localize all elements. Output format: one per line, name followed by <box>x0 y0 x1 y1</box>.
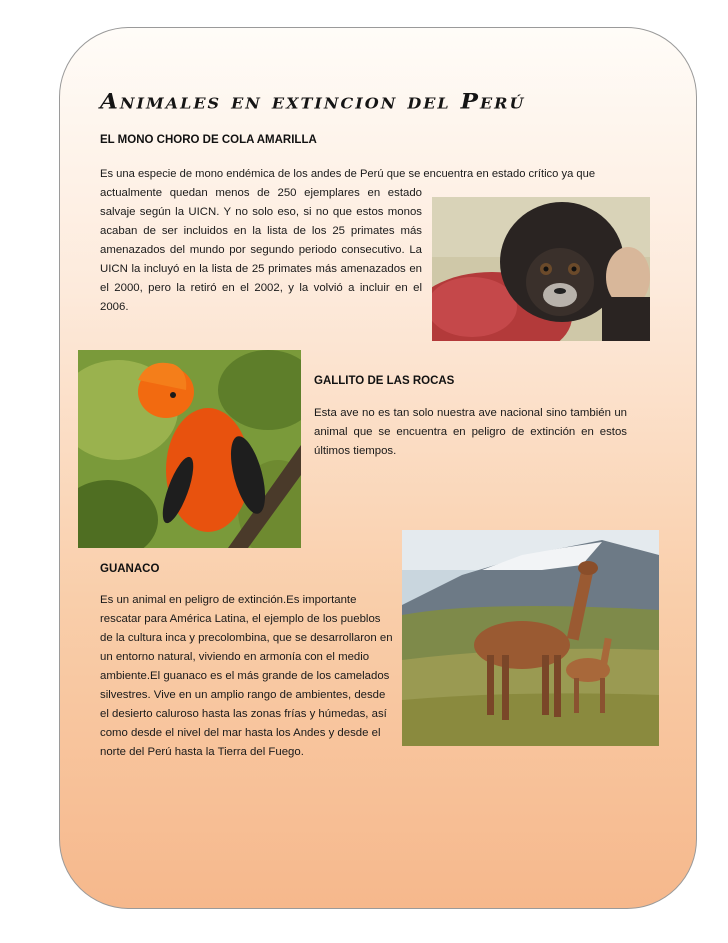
guanaco-text: Es un animal en peligro de extinción.Es importante rescatar para América Latina, el ejemplo de los pueblos de la cultura inca y precolombina, que se desarrollaron en un entorno natural, viviendo en armonía con el medio ambiente.El guanaco es el más grande de los camelados silvestres. Vive en un amplio rango de ambientes, desde el desierto caluroso hasta las zonas frías y húmedas, así como desde el nivel del mar hasta los Andes y desde el norte del Perú hasta la Tierra del Fuego. <box>100 594 393 758</box>
gallito-heading: GALLITO DE LAS ROCAS <box>314 375 455 387</box>
bird-photo <box>78 350 301 548</box>
mono-text-line1: Es una especie de mono endémica de los andes de Perú que se encuentra en estado crítico ya que <box>100 168 596 180</box>
page-title: Animales en extincion del Perú <box>100 89 526 114</box>
guanaco-photo <box>402 530 659 746</box>
guanaco-heading: GUANACO <box>100 563 160 575</box>
gallito-text: Esta ave no es tan solo nuestra ave nacional sino también un animal que se encuentra en peligro de extinción en estos últimos tiempos. <box>314 407 627 457</box>
monkey-photo <box>432 197 650 341</box>
mono-heading: EL MONO CHORO DE COLA AMARILLA <box>100 134 317 146</box>
mono-text: actualmente quedan menos de 250 ejemplares en estado salvaje según la UICN. Y no solo eso, si no que estos monos acaban de ser incluidos en la lista de los 25 primates más amenazados del mundo por segundo periodo consecutivo. La UICN la incluyó en la lista de 25 primates más amenazados en el 2000, pero la retiró en el 2002, y la volvió a incluir en el 2006. <box>100 187 422 313</box>
